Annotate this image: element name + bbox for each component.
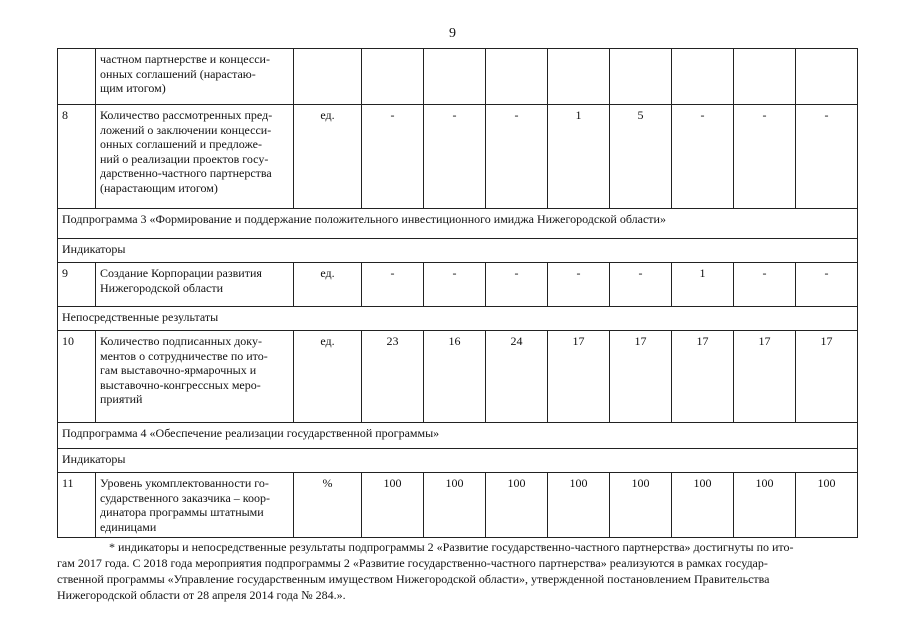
table-row	[58, 473, 858, 538]
section-heading: Индикаторы	[58, 449, 858, 473]
value-cell: -	[486, 263, 548, 307]
value-cell: -	[362, 263, 424, 307]
indicator-name-line: дарственно-частного партнерства	[100, 166, 272, 181]
page-number: 9	[449, 26, 456, 41]
value-cell	[672, 49, 734, 105]
indicator-name-line: частном партнерстве и концесси-	[100, 52, 270, 66]
section-heading: Непосредственные результаты	[58, 307, 858, 331]
value-cell	[486, 49, 548, 105]
table-row	[58, 263, 858, 307]
value-cell: -	[362, 105, 424, 209]
indicator-name-line: Создание Корпорации развития	[100, 266, 262, 280]
indicator-name-line: Количество рассмотренных пред-	[100, 108, 273, 122]
value-cell	[734, 49, 796, 105]
indicator-name	[96, 105, 294, 209]
value-cell: -	[672, 105, 734, 209]
table-row	[58, 105, 858, 209]
row-number	[58, 49, 96, 105]
section-heading: Индикаторы	[58, 239, 858, 263]
section-row	[58, 449, 858, 473]
value-cell: 100	[796, 473, 858, 538]
indicator-name	[96, 473, 294, 538]
value-cell	[424, 49, 486, 105]
indicators-table	[57, 48, 858, 538]
value-cell: 17	[734, 331, 796, 423]
indicator-name-line: выставочно-конгрессных меро-	[100, 377, 261, 392]
value-cell: 100	[610, 473, 672, 538]
indicator-name-line: приятий	[100, 392, 143, 407]
unit-cell: ед.	[294, 105, 362, 209]
indicator-name-line: ментов о сотрудничестве по ито-	[100, 348, 268, 363]
table-body	[58, 49, 858, 538]
indicator-name-line: гам выставочно-ярмарочных и	[100, 363, 257, 378]
section-row	[58, 307, 858, 331]
unit-cell: %	[294, 473, 362, 538]
value-cell: -	[486, 105, 548, 209]
table-row	[58, 49, 858, 105]
indicator-name	[96, 331, 294, 423]
indicator-name-line: Нижегородской области	[100, 280, 224, 295]
indicator-name-line: ложений о заключении концесси-	[100, 122, 272, 137]
indicator-name-line: единицами	[100, 519, 157, 534]
indicator-name-line: динатора программы штатными	[100, 505, 264, 520]
section-heading: Подпрограмма 4 «Обеспечение реализации государственной программы»	[58, 423, 858, 449]
value-cell: 23	[362, 331, 424, 423]
indicator-name-line: онных соглашений (нарастаю-	[100, 66, 256, 81]
value-cell	[796, 49, 858, 105]
section-row	[58, 423, 858, 449]
value-cell: -	[796, 263, 858, 307]
value-cell: 1	[672, 263, 734, 307]
unit-cell	[294, 49, 362, 105]
section-row	[58, 209, 858, 239]
value-cell: -	[424, 105, 486, 209]
value-cell: 100	[486, 473, 548, 538]
indicator-name-line: Количество подписанных доку-	[100, 334, 262, 348]
value-cell: -	[424, 263, 486, 307]
value-cell: 100	[548, 473, 610, 538]
indicator-name-line: (нарастающим итогом)	[100, 180, 218, 195]
value-cell: 1	[548, 105, 610, 209]
footnote-line: ственной программы «Управление государственным имуществом Нижегородской области», утвержденной постановлением Правительства	[57, 572, 770, 586]
value-cell: 17	[796, 331, 858, 423]
footnote-line: гам 2017 года. С 2018 года мероприятия подпрограммы 2 «Развитие государственно-частного партнерства» реализуются в рамках государ-	[57, 556, 768, 570]
row-number: 11	[58, 473, 96, 538]
footnote-line: * индикаторы и непосредственные результаты подпрограммы 2 «Развитие государственно-частного партнерства» достигнуты по ито-	[109, 540, 794, 554]
indicator-name	[96, 263, 294, 307]
indicator-name-line: Уровень укомплектованности го-	[100, 476, 269, 490]
value-cell	[610, 49, 672, 105]
footnote-line: Нижегородской области от 28 апреля 2014 года № 284.».	[57, 588, 346, 602]
value-cell: -	[734, 263, 796, 307]
value-cell: 17	[548, 331, 610, 423]
value-cell: 100	[424, 473, 486, 538]
value-cell: -	[548, 263, 610, 307]
indicator-name-line: ний о реализации проектов госу-	[100, 151, 269, 166]
value-cell: 100	[362, 473, 424, 538]
indicator-name-line: щим итогом)	[100, 81, 166, 96]
footnote	[57, 539, 857, 603]
value-cell: 100	[734, 473, 796, 538]
row-number: 8	[58, 105, 96, 209]
indicator-name-line: онных соглашений и предложе-	[100, 137, 262, 152]
value-cell: 24	[486, 331, 548, 423]
value-cell: 17	[672, 331, 734, 423]
table-row	[58, 331, 858, 423]
value-cell: -	[734, 105, 796, 209]
value-cell: 100	[672, 473, 734, 538]
section-row	[58, 239, 858, 263]
value-cell: -	[610, 263, 672, 307]
unit-cell: ед.	[294, 263, 362, 307]
value-cell	[548, 49, 610, 105]
indicator-name	[96, 49, 294, 105]
value-cell: 16	[424, 331, 486, 423]
unit-cell: ед.	[294, 331, 362, 423]
value-cell: 5	[610, 105, 672, 209]
row-number: 10	[58, 331, 96, 423]
value-cell: 17	[610, 331, 672, 423]
row-number: 9	[58, 263, 96, 307]
value-cell	[362, 49, 424, 105]
indicator-name-line: сударственного заказчика – коор-	[100, 490, 270, 505]
value-cell: -	[796, 105, 858, 209]
section-heading: Подпрограмма 3 «Формирование и поддержание положительного инвестиционного имиджа Нижегородской области»	[58, 209, 858, 239]
